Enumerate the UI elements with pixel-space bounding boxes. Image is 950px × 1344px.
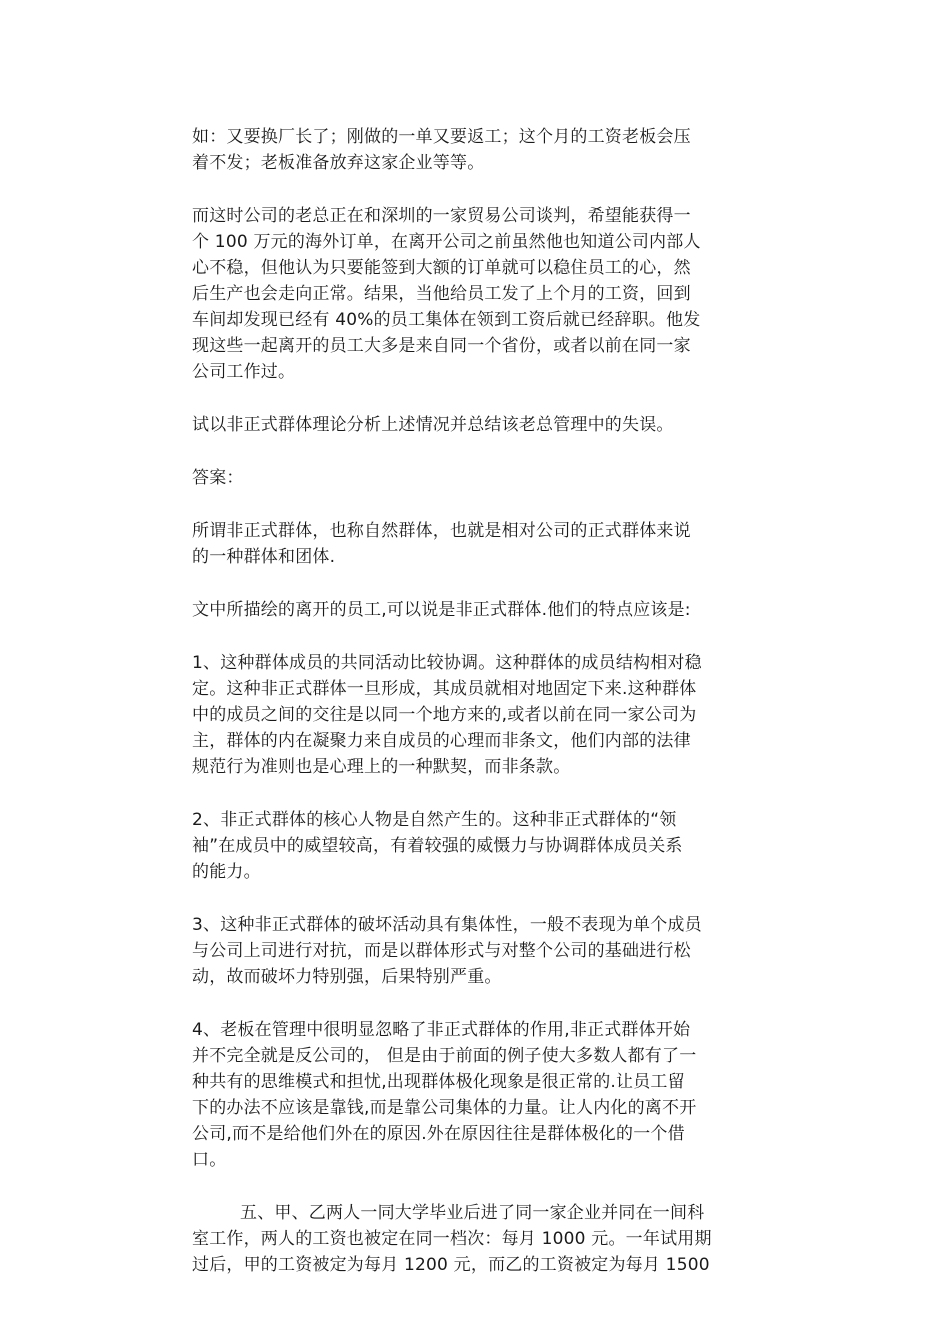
point-3 xyxy=(192,912,762,990)
text-line: 室工作，两人的工资也被定在同一档次：每月 1000 元。一年试用期 xyxy=(192,1229,712,1249)
text-line: 的一种群体和团体. xyxy=(192,547,336,567)
document-body xyxy=(192,124,762,1305)
paragraph-2 xyxy=(192,203,762,385)
point-2 xyxy=(192,807,762,885)
text-line: 过后，甲的工资被定为每月 1200 元，而乙的工资被定为每月 1500 xyxy=(192,1255,710,1275)
text-line: 现这些一起离开的员工大多是来自同一个省份，或者以前在同一家 xyxy=(192,336,691,356)
text-line: 2、非正式群体的核心人物是自然产生的。这种非正式群体的“领 xyxy=(192,810,677,830)
text-line: 3、这种非正式群体的破坏活动具有集体性，一般不表现为单个成员 xyxy=(192,915,702,935)
text-line: 的能力。 xyxy=(192,862,261,882)
paragraph-intro-points xyxy=(192,597,762,623)
text-line: 公司,而不是给他们外在的原因.外在原因往往是群体极化的一个借 xyxy=(192,1124,685,1144)
text-line: 五、甲、乙两人一同大学毕业后进了同一家企业并同在一间科 xyxy=(240,1203,705,1223)
text-line: 所谓非正式群体，也称自然群体，也就是相对公司的正式群体来说 xyxy=(192,521,691,541)
text-line: 下的办法不应该是靠钱,而是靠公司集体的力量。让人内化的离不开 xyxy=(192,1098,697,1118)
text-line: 着不发；老板准备放弃这家企业等等。 xyxy=(192,153,485,173)
text-line: 后生产也会走向正常。结果，当他给员工发了上个月的工资，回到 xyxy=(192,284,691,304)
question-5 xyxy=(192,1200,762,1278)
paragraph-definition xyxy=(192,518,762,570)
text-line: 与公司上司进行对抗，而是以群体形式与对整个公司的基础进行松 xyxy=(192,941,691,961)
text-line: 主，群体的内在凝聚力来自成员的心理而非条文，他们内部的法律 xyxy=(192,731,691,751)
question-prompt xyxy=(192,412,762,438)
text-line: 试以非正式群体理论分析上述情况并总结该老总管理中的失误。 xyxy=(192,415,674,435)
text-line: 而这时公司的老总正在和深圳的一家贸易公司谈判，希望能获得一 xyxy=(192,206,691,226)
paragraph-1 xyxy=(192,124,762,176)
text-line: 并不完全就是反公司的， 但是由于前面的例子使大多数人都有了一 xyxy=(192,1046,697,1066)
text-line: 中的成员之间的交往是以同一个地方来的,或者以前在同一家公司为 xyxy=(192,705,697,725)
text-line: 答案： xyxy=(192,468,244,488)
text-line: 个 100 万元的海外订单，在离开公司之前虽然他也知道公司内部人 xyxy=(192,232,701,252)
text-line: 车间却发现已经有 40%的员工集体在领到工资后就已经辞职。他发 xyxy=(192,310,701,330)
text-line: 口。 xyxy=(192,1150,227,1170)
text-line: 心不稳，但他认为只要能签到大额的订单就可以稳住员工的心，然 xyxy=(192,258,691,278)
point-1 xyxy=(192,650,762,780)
text-line: 种共有的思维模式和担忧,出现群体极化现象是很正常的.让员工留 xyxy=(192,1072,685,1092)
text-line: 动，故而破坏力特别强，后果特别严重。 xyxy=(192,967,502,987)
text-line: 文中所描绘的离开的员工,可以说是非正式群体.他们的特点应该是: xyxy=(192,600,691,620)
text-line: 如：又要换厂长了；刚做的一单又要返工；这个月的工资老板会压 xyxy=(192,127,691,147)
text-line: 公司工作过。 xyxy=(192,362,296,382)
text-line: 1、这种群体成员的共同活动比较协调。这种群体的成员结构相对稳 xyxy=(192,653,702,673)
answer-heading xyxy=(192,465,762,491)
point-4 xyxy=(192,1017,762,1173)
text-line: 规范行为准则也是心理上的一种默契，而非条款。 xyxy=(192,757,571,777)
text-line: 定。这种非正式群体一旦形成，其成员就相对地固定下来.这种群体 xyxy=(192,679,697,699)
text-line: 4、老板在管理中很明显忽略了非正式群体的作用,非正式群体开始 xyxy=(192,1020,691,1040)
text-line: 袖”在成员中的威望较高，有着较强的威慑力与协调群体成员关系 xyxy=(192,836,683,856)
